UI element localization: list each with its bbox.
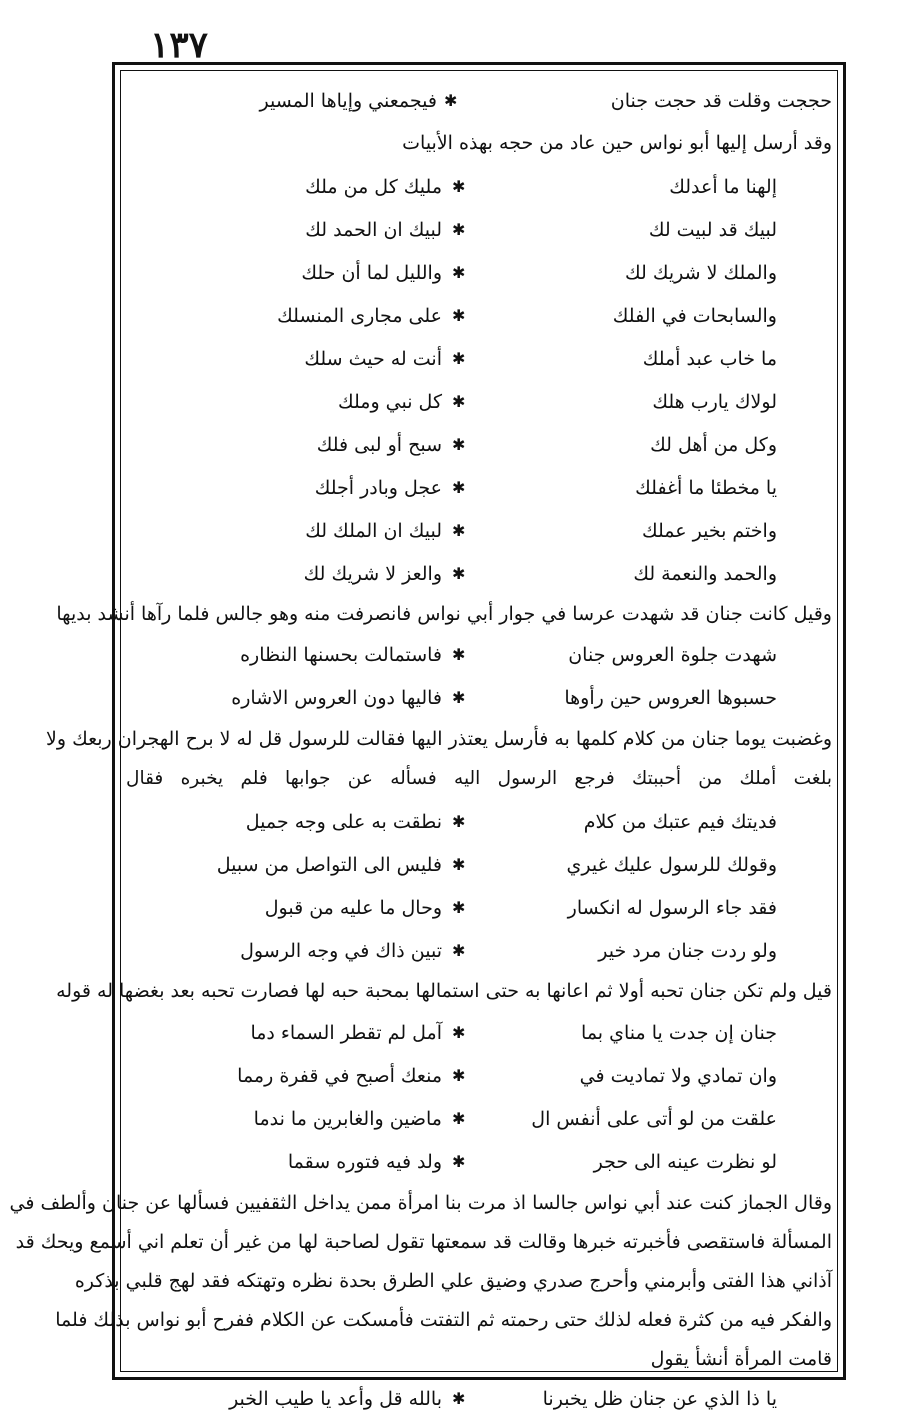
- verse-separator-star: ✱: [452, 177, 466, 196]
- prose-line: آذاني هذا الفتى وأبرمني وأحرج صدري وضيق علي الطرق بحدة نظره وتهتكه فقد لهج قلبي بذكره: [74, 1270, 832, 1292]
- verse-first-hemistich: وان تمادي ولا تماديت في: [579, 1065, 777, 1087]
- prose-line: وغضبت يوما جنان من كلام كلمها به فأرسل يعتذر اليها فقالت للرسول قل له لا برح الهجران ربعك ولا: [46, 728, 832, 750]
- verse-first-hemistich: حسبوها العروس حين رأوها: [564, 687, 777, 709]
- verse-first-hemistich: جنان إن جدت يا مناي بما: [581, 1022, 777, 1044]
- verse-first-hemistich: وقولك للرسول عليك غيري: [566, 854, 777, 876]
- verse-second-hemistich: تبين ذاك في وجه الرسول: [240, 940, 442, 962]
- verse-separator-star: ✱: [452, 349, 466, 368]
- prose-line: المسألة فاستقصى فأخبرته خبرها وقالت قد سمعتها تقول لصاحبة لها من غير أن تعلم اني أسمع ويحك قد: [15, 1231, 832, 1253]
- verse-separator-star: ✱: [452, 392, 466, 411]
- verse-line: [122, 934, 836, 968]
- verse-line: [122, 385, 836, 419]
- verse-separator-star: ✱: [452, 645, 466, 664]
- verse-separator-star: ✱: [452, 220, 466, 239]
- verse-first-hemistich: وكل من أهل لك: [650, 434, 777, 456]
- verse-separator-star: ✱: [452, 263, 466, 282]
- verse-line: [122, 299, 836, 333]
- verse-separator-star: ✱: [452, 1066, 466, 1085]
- verse-first-hemistich: يا مخطئا ما أغفلك: [635, 477, 777, 499]
- verse-second-hemistich: على مجارى المنسلك: [277, 305, 442, 327]
- verse-line: [122, 891, 836, 925]
- prose-line: والفكر فيه من كثرة فعله لذلك حتى رحمته ثم التفتت فأمسكت عن الكلام ففرح أبو نواس بذلك فلما: [55, 1309, 832, 1331]
- verse-line: [122, 1016, 836, 1050]
- verse-line: [122, 1059, 836, 1093]
- verse-first-hemistich: فقد جاء الرسول له انكسار: [567, 897, 777, 919]
- verse-second-hemistich: وحال ما عليه من قبول: [264, 897, 442, 919]
- verse-separator-star: ✱: [452, 306, 466, 325]
- prose-line: وقال الجماز كنت عند أبي نواس جالسا اذ مرت بنا امرأة ممن يداخل الثقفيين فسألها عن جنان وألطف في: [9, 1192, 832, 1214]
- verse-first-hemistich: يا ذا الذي عن جنان ظل يخبرنا: [542, 1388, 777, 1410]
- prose-line: قامت المرأة أنشأ يقول: [650, 1348, 832, 1370]
- verse-second-hemistich: عجل وبادر أجلك: [314, 477, 442, 499]
- verse-second-hemistich: بالله قل وأعد يا طيب الخبر: [229, 1388, 442, 1410]
- verse-line: [122, 848, 836, 882]
- verse-first-hemistich: لولاك يارب هلك: [652, 391, 777, 413]
- verse-second-hemistich: آمل لم تقطر السماء دما: [250, 1022, 442, 1044]
- verse-line: [122, 681, 836, 715]
- verse-line: [122, 557, 836, 591]
- verse-separator-star: ✱: [452, 564, 466, 583]
- verse-second-hemistich: والعز لا شريك لك: [303, 563, 442, 585]
- verse-separator-star: ✱: [452, 521, 466, 540]
- verse-line: [122, 428, 836, 462]
- verse-separator-star: ✱: [452, 855, 466, 874]
- verse-first-hemistich: علقت من لو أتى على أنفس ال: [531, 1108, 777, 1130]
- verse-second-hemistich: أنت له حيث سلك: [304, 348, 442, 370]
- verse-first-hemistich: والحمد والنعمة لك: [633, 563, 777, 585]
- verse-second-hemistich: لبيك ان الحمد لك: [305, 219, 442, 241]
- verse-separator-star: ✱: [452, 1109, 466, 1128]
- prose-line: قيل ولم تكن جنان تحبه أولا ثم اعانها به حتى استمالها بمحبة حبه لها فصارت تحبه بعد بغضها له قوله: [56, 980, 832, 1002]
- verse-second-hemistich: نطقت به على وجه جميل: [245, 811, 442, 833]
- prose-line: وقيل كانت جنان قد شهدت عرسا في جوار أبي نواس فانصرفت منه وهو جالس فلما رآها أنشد بديها: [56, 603, 832, 625]
- verse-second-hemistich: مليك كل من ملك: [305, 176, 442, 198]
- verse-line: [122, 256, 836, 290]
- prose-line: بلغت أملك من أحببتك فرجع الرسول اليه فسأله عن جوابها فلم يخبره فقال: [126, 768, 832, 789]
- verse-first-hemistich: والملك لا شريك لك: [625, 262, 777, 284]
- verse-first-hemistich: لبيك قد لبيت لك: [648, 219, 777, 241]
- verse-second-hemistich: سبح أو لبى فلك: [316, 434, 442, 456]
- verse-line: [122, 1102, 836, 1136]
- verse-second-hemistich: والليل لما أن حلك: [301, 262, 442, 284]
- verse-first-hemistich: واختم بخير عملك: [641, 520, 777, 542]
- page-number: ١٣٧: [150, 24, 209, 66]
- verse-separator-star: ✱: [452, 1023, 466, 1042]
- verse-first-hemistich: ما خاب عبد أملك: [642, 348, 777, 370]
- verse-line: [122, 342, 836, 376]
- verse-first-hemistich: حججت وقلت قد حجت جنان: [610, 90, 832, 112]
- verse-separator-star: ✱: [452, 898, 466, 917]
- verse-separator-star: ✱: [452, 1389, 466, 1408]
- verse-line: [122, 638, 836, 672]
- verse-separator-star: ✱: [452, 1152, 466, 1171]
- verse-separator-star: ✱: [444, 91, 458, 110]
- verse-separator-star: ✱: [452, 941, 466, 960]
- verse-first-hemistich: والسابحات في الفلك: [612, 305, 777, 327]
- verse-separator-star: ✱: [452, 812, 466, 831]
- verse-line: [122, 1145, 836, 1179]
- verse-second-hemistich: ماضين والغابرين ما ندما: [253, 1108, 442, 1130]
- verse-second-hemistich: فليس الى التواصل من سبيل: [216, 854, 442, 876]
- verse-line: [122, 84, 836, 118]
- verse-first-hemistich: إلهنا ما أعدلك: [669, 176, 777, 198]
- verse-line: [122, 213, 836, 247]
- verse-second-hemistich: ولد فيه فتوره سقما: [287, 1151, 442, 1173]
- verse-second-hemistich: فيجمعني وإياها المسير: [259, 90, 437, 112]
- verse-first-hemistich: ولو ردت جنان مرد خير: [598, 940, 777, 962]
- verse-first-hemistich: لو نظرت عينه الى حجر: [593, 1151, 777, 1173]
- verse-separator-star: ✱: [452, 688, 466, 707]
- verse-separator-star: ✱: [452, 478, 466, 497]
- verse-line: [122, 514, 836, 548]
- prose-line: وقد أرسل إليها أبو نواس حين عاد من حجه بهذه الأبيات: [402, 132, 832, 154]
- verse-first-hemistich: شهدت جلوة العروس جنان: [568, 644, 777, 666]
- verse-line: [122, 170, 836, 204]
- verse-first-hemistich: فديتك فيم عتبك من كلام: [583, 811, 777, 833]
- verse-separator-star: ✱: [452, 435, 466, 454]
- verse-second-hemistich: فاستمالت بحسنها النظاره: [240, 644, 442, 666]
- verse-second-hemistich: لبيك ان الملك لك: [305, 520, 442, 542]
- verse-second-hemistich: كل نبي وملك: [337, 391, 442, 413]
- verse-line: [122, 471, 836, 505]
- verse-line: [122, 805, 836, 839]
- verse-line: [122, 1382, 836, 1416]
- verse-second-hemistich: فاليها دون العروس الاشاره: [231, 687, 442, 709]
- page-content: [9, 80, 836, 1410]
- verse-second-hemistich: منعك أصبح في قفرة رمما: [237, 1065, 442, 1087]
